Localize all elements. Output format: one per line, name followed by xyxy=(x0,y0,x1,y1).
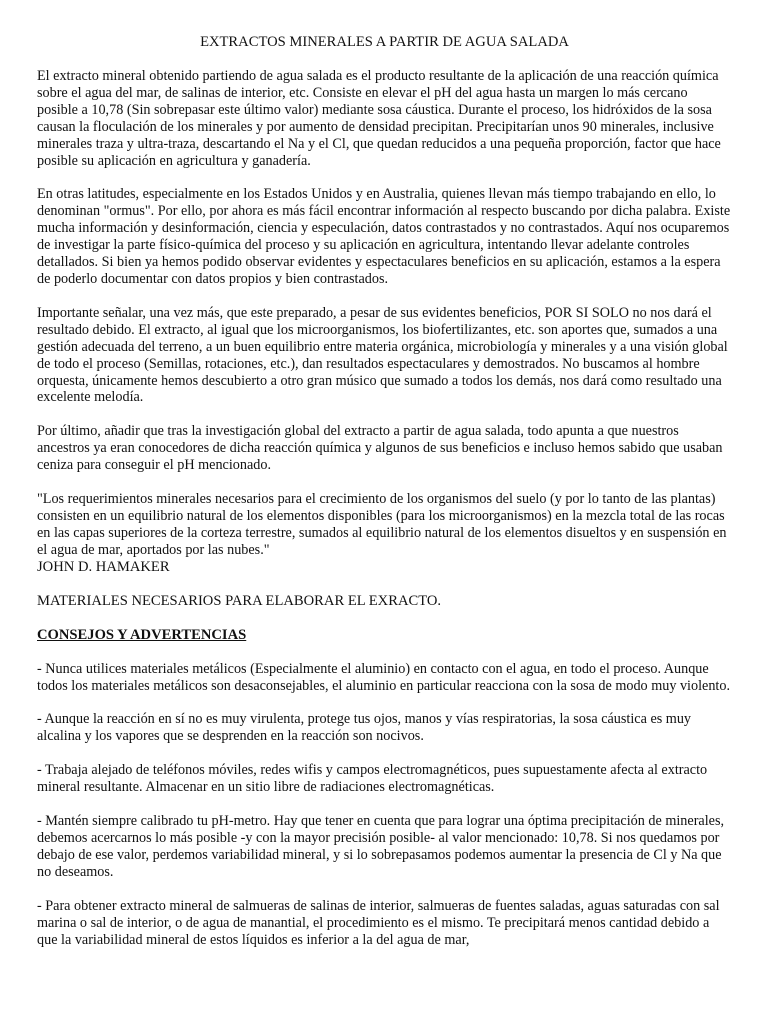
paragraph-ormus: En otras latitudes, especialmente en los Estados Unidos y en Australia, quienes llevan más tiempo trabajando en ello, lo denominan "ormus". Por ello, por ahora es más fácil encontrar información al respecto buscando por dicha palabra. Existe mucha información y desinformación, ciencia y especulación, datos contrastados y no contrastados. Aquí nos ocuparemos de investigar la parte físico-química del proceso y su aplicación en agricultura, intentando llevar adelante controles detallados. Si bien ya hemos podido observar evidentes y espectaculares beneficios en su aplicación, estamos a la espera de poderlo documentar con datos propios y bien contrastados. xyxy=(37,186,731,287)
advice-item: - Mantén siempre calibrado tu pH-metro. Hay que tener en cuenta que para lograr una óptima precipitación de minerales, debemos acercarnos lo más posible -y con la mayor precisión posible- al valor mencionado: 10,78. Si nos quedamos por debajo de ese valor, perdemos variabilidad mineral, y si lo sobrepasamos podemos aumentar la presencia de Cl y Na que no deseamos. xyxy=(37,813,725,880)
advice-heading: CONSEJOS Y ADVERTENCIAS xyxy=(37,626,247,643)
advice-item: - Nunca utilices materiales metálicos (Especialmente el aluminio) en contacto con el agua, en todo el proceso. Aunque todos los materiales metálicos son desaconsejables, el aluminio en particular reacciona con la sosa de modo muy violento. xyxy=(37,660,731,694)
quote-author: JOHN D. HAMAKER xyxy=(37,558,170,575)
paragraph-intro: El extracto mineral obtenido partiendo de agua salada es el producto resultante de la aplicación de una reacción química sobre el agua del mar, de salinas de interior, etc. Consiste en elevar el pH del agua hasta un margen lo más cercano posible a 10,78 (Sin sobrepasar este último valor) mediante sosa cáustica. Durante el proceso, los hidróxidos de la sosa causan la floculación de los minerales y por aumento de densidad precipitan. Precipitarían unos 90 minerales, inclusive minerales traza y ultra-traza, descartando el Na y el Cl, que quedan reducidos a una pequeña proporción, factor que hace posible su aplicación en agricultura y ganadería. xyxy=(37,68,721,169)
advice-item: - Trabaja alejado de teléfonos móviles, redes wifis y campos electromagnéticos, pues supuestamente afecta al extracto mineral resultante. Almacenar en un sitio libre de radiaciones electromagnéticas. xyxy=(37,762,708,796)
paragraph-ancestors: Por último, añadir que tras la investigación global del extracto a partir de agua salada, todo apunta a que nuestros ancestros ya eran conocedores de dicha reacción química y algunos de sus beneficios e incluso hemos sabido que usaban ceniza para conseguir el pH mencionado. xyxy=(37,423,723,474)
materials-heading: MATERIALES NECESARIOS PARA ELABORAR EL EXRACTO. xyxy=(37,592,442,609)
document-title: EXTRACTOS MINERALES A PARTIR DE AGUA SALADA xyxy=(200,34,569,50)
quote-text: "Los requerimientos minerales necesarios para el crecimiento de los organismos del suelo (y por lo tanto de las plantas) consisten en un equilibrio natural de los elementos disponibles (para los microorganismos) en la mezcla total de las rocas en las capas superiores de la corteza terrestre, sumados al equilibrio natural de los elementos disueltos y en suspensión en el agua de mar, aportados por las nubes." xyxy=(37,491,727,558)
paragraph-importance: Importante señalar, una vez más, que este preparado, a pesar de sus evidentes beneficios, POR SI SOLO no nos dará el resultado debido. El extracto, al igual que los microorganismos, los biofertilizantes, etc. son aportes que, sumados a una gestión adecuada del terreno, a un buen equilibrio entre materia orgánica, microbiología y minerales y a una visión global de todo el proceso (Semillas, rotaciones, etc.), dan resultados espectaculares y demostrados. No buscamos al hombre orquesta, únicamente hemos descubierto a otro gran músico que sumado a todos los demás, nos dará como resultado una excelente melodía. xyxy=(37,304,728,406)
advice-item: - Para obtener extracto mineral de salmueras de salinas de interior, salmueras de fuentes saladas, aguas saturadas con sal marina o sal de interior, o de agua de manantial, el procedimiento es el mismo. Te precipitará menos cantidad debido a que la variabilidad mineral de estos líquidos es inferior a la del agua de mar, xyxy=(37,897,720,948)
advice-item: - Aunque la reacción en sí no es muy virulenta, protege tus ojos, manos y vías respiratorias, la sosa cáustica es muy alcalina y los vapores que se desprenden en la reacción son nocivos. xyxy=(37,711,692,745)
